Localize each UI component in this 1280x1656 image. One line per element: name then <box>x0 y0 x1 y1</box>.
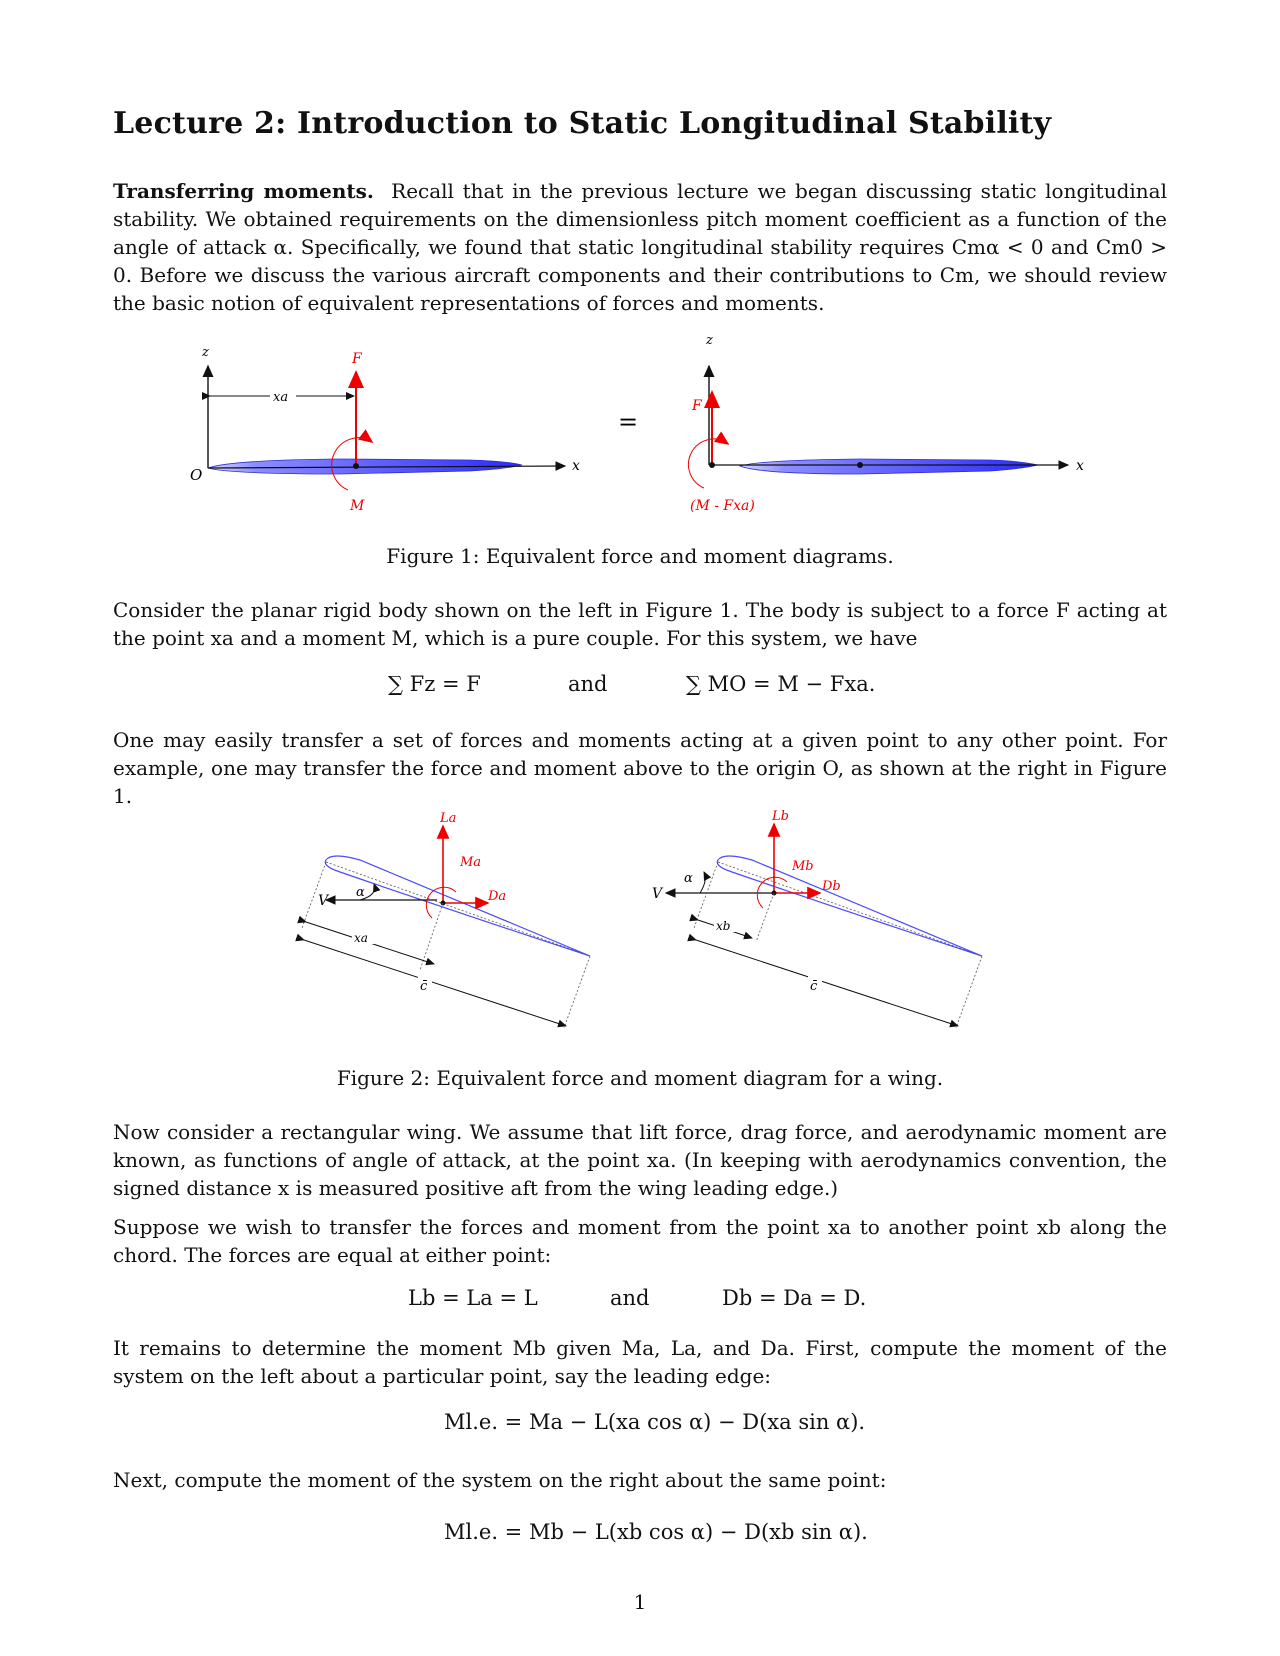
x-label-left: x <box>572 458 580 474</box>
wing-diagram-right <box>652 809 982 1028</box>
z-label-right: z <box>706 333 713 348</box>
equation-moment-sum: ∑ MO = M − Fxa. <box>686 672 876 696</box>
paragraph-rectangular-wing: Now consider a rectangular wing. We assume that lift force, drag force, and aerodynamic moment are known, as functions of angle of attack, at the point xa. (In keeping with aerodynamics convention, the signed distance x is measured positive aft from the wing leading edge.) <box>113 1120 1167 1200</box>
equation-force-sum: ∑ Fz = F <box>388 672 481 696</box>
force-label-left: F <box>352 351 362 367</box>
paragraph-planar-body: Consider the planar rigid body shown on the left in Figure 1. The body is subject to a force F acting at the point xa and a moment M, which is a pure couple. For this system, we have <box>113 598 1167 650</box>
figure-1 <box>0 330 1280 520</box>
paragraph-next: Next, compute the moment of the system on the right about the same point: <box>113 1468 887 1492</box>
alpha-label-left: α <box>356 885 365 900</box>
origin-label: O <box>190 466 203 484</box>
moment-arc-right <box>688 439 724 488</box>
xa-label: xa <box>273 390 289 405</box>
paragraph-transferring-moments <box>113 177 1167 317</box>
alpha-label-right: α <box>684 871 693 886</box>
z-label-left: z <box>202 345 209 360</box>
equation-drag: Db = Da = D. <box>722 1286 867 1310</box>
moment-label-left-2: Ma <box>460 855 482 870</box>
xb-label-fig2: xb <box>716 919 731 933</box>
paragraph-lead: Transferring moments. <box>113 179 374 203</box>
figure-2-caption: Figure 2: Equivalent force and moment diagram for a wing. <box>336 1066 944 1090</box>
wing-diagram-left <box>302 811 590 1028</box>
equation-and-1: and <box>568 672 608 696</box>
page-number: 1 <box>633 1590 647 1614</box>
paragraph-transfer: One may easily transfer a set of forces and moments acting at a given point to any other point. For example, one may transfer the force and moment above to the origin O, as shown at the right in Figure 1. <box>113 728 1167 808</box>
equals-sign: = <box>618 408 639 436</box>
moment-label-left: M <box>350 498 365 514</box>
xa-label-fig2: xa <box>354 931 368 945</box>
chord-label-right: c̄ <box>810 979 818 994</box>
chord-label-left: c̄ <box>420 979 428 994</box>
v-label-right: V <box>652 886 663 902</box>
moment-label-right: (M - Fxa) <box>690 498 755 514</box>
paragraph-determine-moment: It remains to determine the moment Mb given Ma, La, and Da. First, compute the moment of the system on the left about a particular point, say the leading edge: <box>113 1336 1167 1388</box>
drag-label-right: Db <box>822 879 841 894</box>
lift-label-left: La <box>440 811 457 826</box>
equation-moment-right: Ml.e. = Mb − L(xb cos α) − D(xb sin α). <box>444 1520 868 1544</box>
moment-label-right-2: Mb <box>792 859 814 874</box>
body-right <box>740 459 1038 474</box>
x-label-right: x <box>1076 458 1084 474</box>
equation-moment-left: Ml.e. = Ma − L(xa cos α) − D(xa sin α). <box>444 1410 866 1434</box>
figure-1-caption: Figure 1: Equivalent force and moment diagrams. <box>386 544 894 568</box>
v-label-left: V <box>318 893 329 909</box>
paragraph-transfer-chord: Suppose we wish to transfer the forces and moment from the point xa to another point xb along the chord. The forces are equal at either point: <box>113 1215 1167 1267</box>
equation-lift: Lb = La = L <box>408 1286 538 1310</box>
figure-2 <box>0 800 1280 1040</box>
force-label-right: F <box>692 398 702 414</box>
paragraph-text: Recall that in the previous lecture we began discussing static longitudinal stability. We obtained requirements on the dimensionless pitch moment coefficient as a function of the angle of attack α. Specifically, we found that static longitudinal stability requires Cmα < 0 and Cm0 > 0. Before we discuss the various aircraft components and their contributions to Cm, we should review the basic notion of equivalent representations of forces and moments. <box>113 179 1167 315</box>
equation-and-2: and <box>610 1286 650 1310</box>
page-title: Lecture 2: Introduction to Static Longitudinal Stability <box>113 106 1052 141</box>
drag-label-left: Da <box>488 889 507 904</box>
lift-label-right: Lb <box>772 809 789 824</box>
